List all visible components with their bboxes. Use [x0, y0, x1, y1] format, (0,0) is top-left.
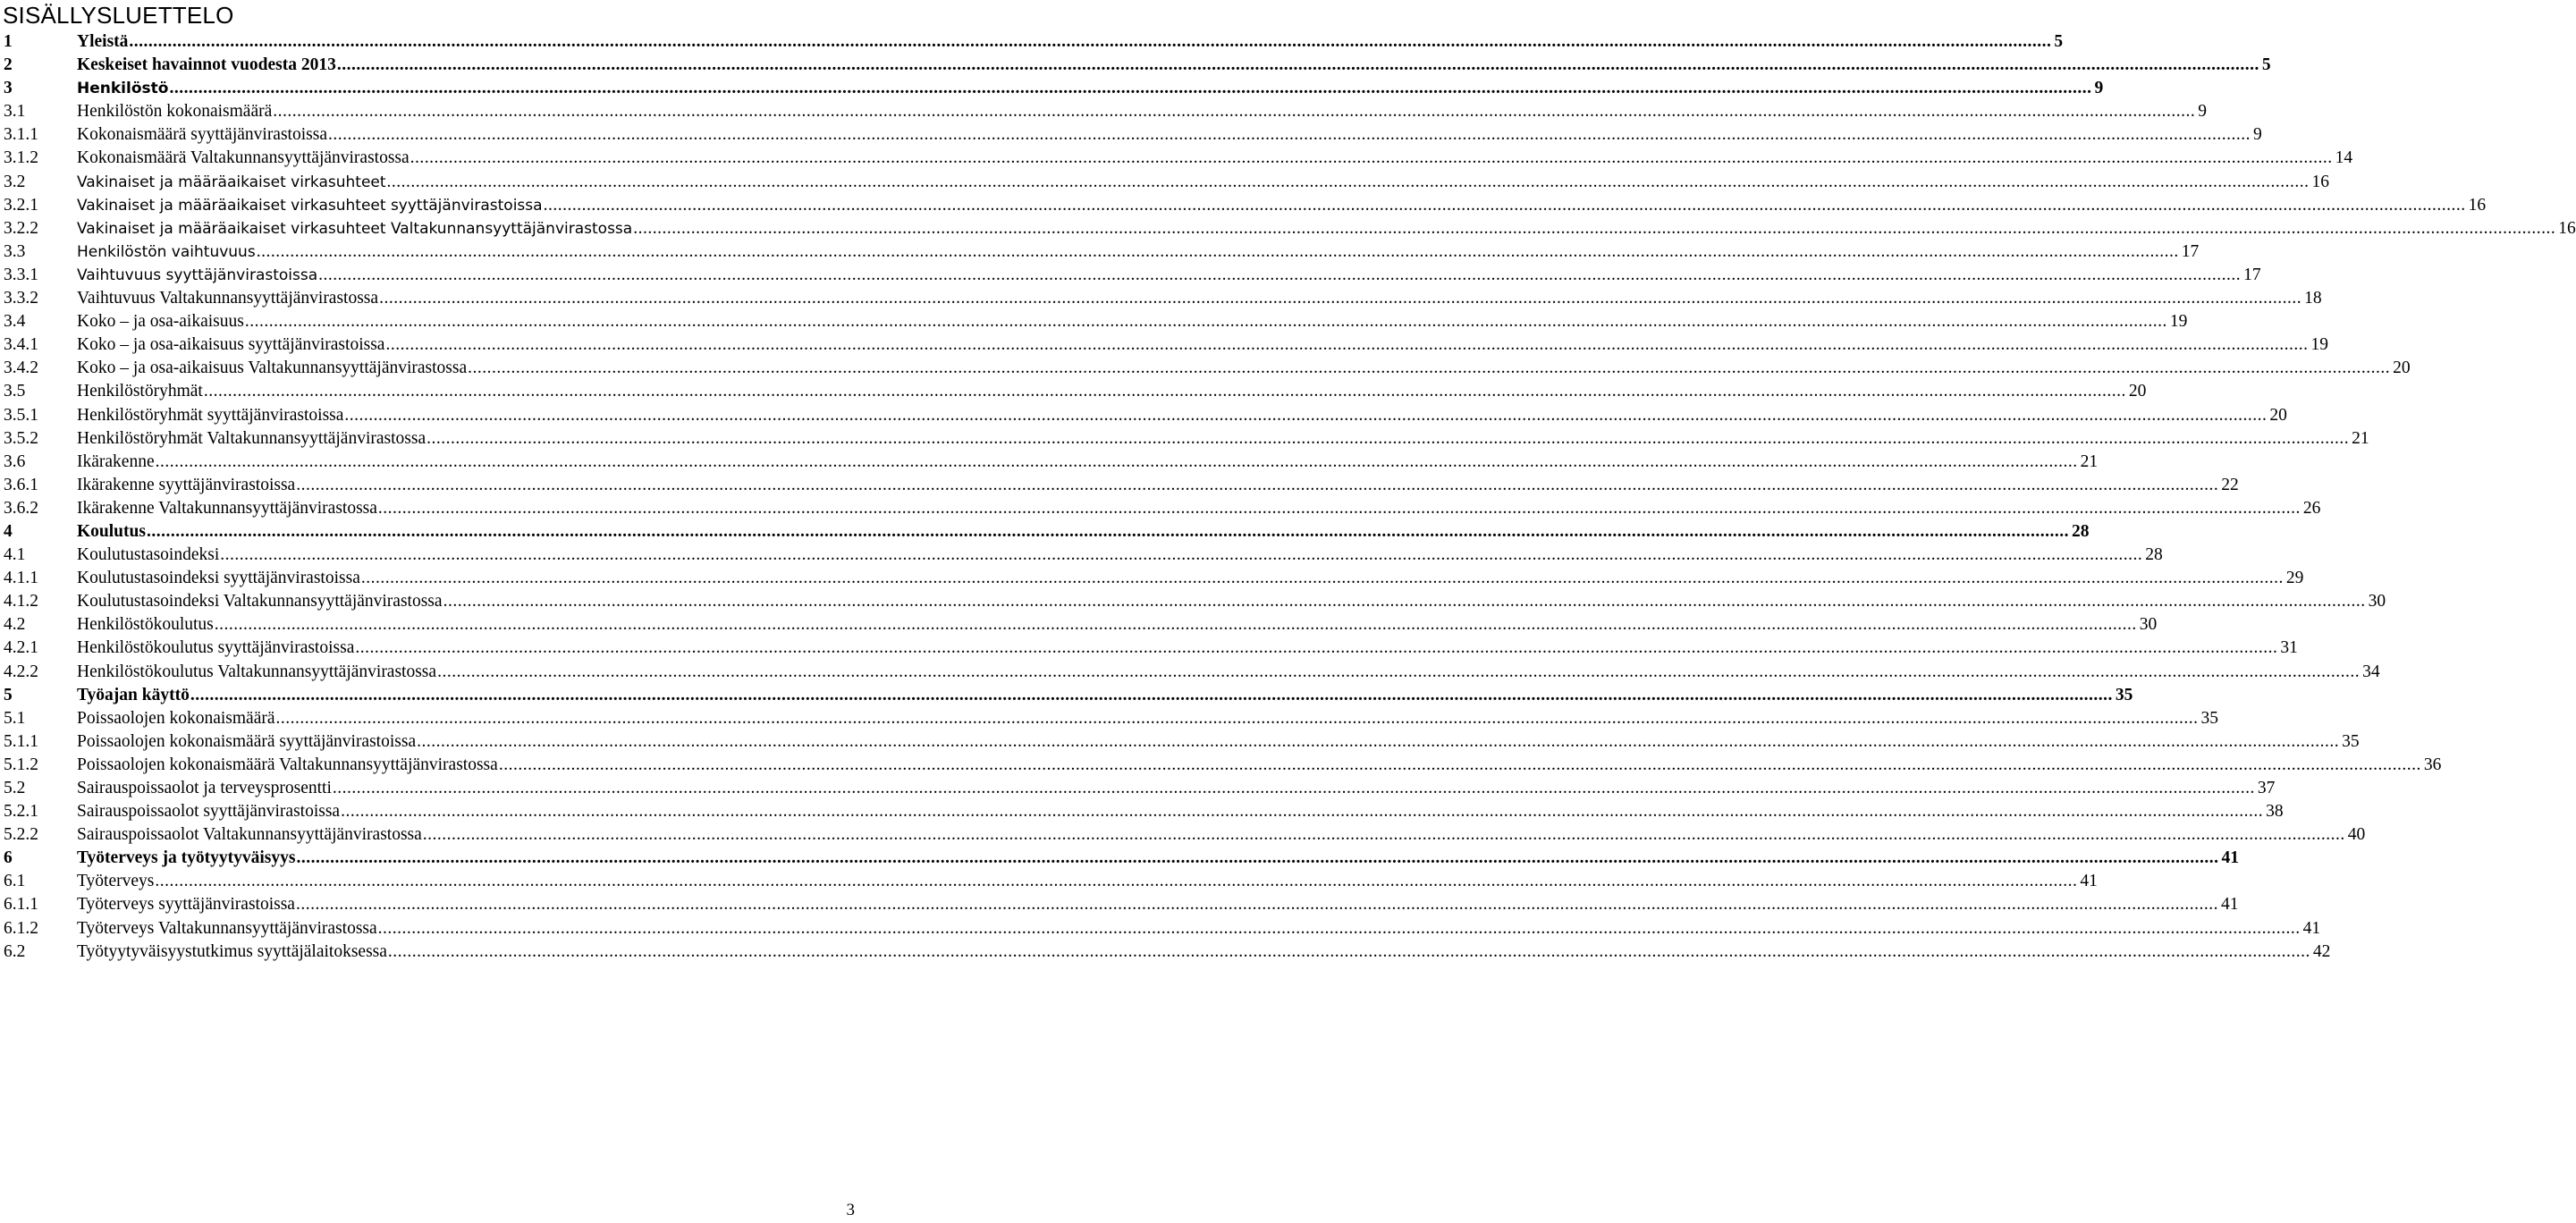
toc-entry-page: 16 — [2311, 172, 2330, 191]
toc-leader-dots: ................................................................................................................................................................................................................................................................................................................................................................................................................ — [244, 312, 2167, 332]
toc-entry-title: Työterveys — [77, 872, 155, 891]
toc-entry-title: Henkilöstöryhmät Valtakunnansyyttäjänvirastossa — [77, 428, 427, 448]
toc-entry[interactable] — [0, 100, 2207, 123]
toc-entry-page: 9 — [2094, 79, 2104, 98]
toc-entry-number: 6 — [4, 848, 13, 868]
toc-entry-number: 3.3 — [4, 241, 26, 261]
toc-entry-title: Koko – ja osa-aikaisuus Valtakunnansyyttäjänvirastossa — [77, 358, 468, 378]
toc-entry[interactable] — [0, 333, 2328, 357]
toc-entry-page: 21 — [2080, 451, 2099, 471]
toc-leader-dots: ................................................................................................................................................................................................................................................................................................................................................................................................................ — [275, 708, 2199, 728]
toc-leader-dots: ................................................................................................................................................................................................................................................................................................................................................................................................................ — [427, 428, 2350, 448]
toc-leader-dots: ................................................................................................................................................................................................................................................................................................................................................................................................................ — [273, 102, 2196, 122]
toc-entry-body — [77, 800, 2284, 823]
toc-entry-number: 3.4.1 — [4, 335, 38, 355]
toc-entry-number: 3.2 — [4, 172, 26, 191]
toc-entry[interactable] — [0, 847, 2239, 870]
toc-entry-page: 28 — [2071, 521, 2090, 541]
toc-entry-title: Poissaolojen kokonaismäärä Valtakunnansyyttäjänvirastossa — [77, 755, 498, 774]
toc-entry-page: 30 — [2368, 592, 2386, 612]
toc-entry-number: 3.2.2 — [4, 218, 38, 238]
toc-entry-page: 42 — [2312, 941, 2331, 961]
toc-entry-page: 20 — [2269, 405, 2287, 425]
toc-entry-title: Työterveys ja työtyytyväisyys — [77, 848, 296, 868]
toc-entry-number: 5.1.2 — [4, 755, 38, 774]
toc-entry-page: 35 — [2115, 685, 2133, 704]
toc-entry-page: 9 — [2198, 102, 2207, 122]
toc-entry-number: 4.1.2 — [4, 592, 38, 612]
toc-entry[interactable] — [0, 30, 2064, 54]
toc-leader-dots: ................................................................................................................................................................................................................................................................................................................................................................................................................ — [296, 848, 2219, 868]
toc-entry-page: 28 — [2145, 545, 2163, 565]
toc-entry-title: Sairauspoissaolot ja terveysprosentti — [77, 779, 332, 797]
toc-entry-number: 6.1.1 — [4, 895, 38, 915]
toc-entry-title: Henkilöstökoulutus Valtakunnansyyttäjänvirastossa — [77, 662, 437, 681]
toc-entry-number: 3.2.1 — [4, 195, 38, 215]
toc-entry-title: Ikärakenne syyttäjänvirastoissa — [77, 475, 296, 494]
toc-entry-title: Koko – ja osa-aikaisuus syyttäjänvirastoissa — [77, 335, 385, 355]
page-number: 3 — [846, 1201, 855, 1219]
toc-leader-dots: ................................................................................................................................................................................................................................................................................................................................................................................................................ — [295, 895, 2218, 915]
toc-entry-body — [77, 661, 2380, 684]
toc-entry-title: Vakinaiset ja määräaikaiset virkasuhteet — [77, 173, 386, 191]
toc-entry-body — [77, 823, 2366, 847]
toc-entry-page: 35 — [2200, 708, 2218, 728]
toc-entry-body — [77, 240, 2200, 264]
toc-entry-number: 4.2.1 — [4, 638, 38, 658]
toc-entry-number: 2 — [4, 55, 13, 75]
toc-entry-body — [77, 171, 2330, 194]
toc-entry[interactable] — [0, 661, 2380, 684]
toc-entry-title: Kokonaismäärä Valtakunnansyyttäjänvirastossa — [77, 148, 410, 168]
toc-entry-page: 29 — [2285, 569, 2304, 588]
toc-entry-page: 34 — [2362, 662, 2380, 681]
toc-leader-dots: ................................................................................................................................................................................................................................................................................................................................................................................................................ — [386, 172, 2310, 191]
toc-entry-title: Henkilöstön kokonaismäärä — [77, 102, 273, 122]
toc-entry-title: Vakinaiset ja määräaikaiset virkasuhteet syyttäjänvirastoissa — [77, 196, 543, 215]
toc-entry-number: 5.1.1 — [4, 731, 38, 751]
toc-leader-dots: ................................................................................................................................................................................................................................................................................................................................................................................................................ — [633, 218, 2556, 238]
toc-entry-title: Työajan käyttö — [77, 685, 190, 704]
toc-entry-page: 18 — [2304, 289, 2322, 308]
toc-entry-title: Henkilöstöryhmät syyttäjänvirastoissa — [77, 405, 344, 425]
toc-entry[interactable] — [0, 404, 2287, 427]
toc-title: SISÄLLYSLUETTELO — [3, 2, 234, 29]
toc-entry[interactable] — [0, 800, 2284, 823]
toc-entry-number: 3.1.1 — [4, 125, 38, 145]
toc-entry-number: 6.1 — [4, 872, 26, 891]
toc-entry-body — [77, 357, 2411, 380]
toc-entry-page: 31 — [2280, 638, 2298, 658]
toc-entry-number: 3.4 — [4, 312, 26, 332]
toc-leader-dots: ................................................................................................................................................................................................................................................................................................................................................................................................................ — [169, 79, 2092, 98]
toc-leader-dots: ................................................................................................................................................................................................................................................................................................................................................................................................................ — [214, 615, 2137, 635]
toc-entry-body — [77, 427, 2369, 451]
toc-entry[interactable] — [0, 730, 2360, 754]
toc-entry-body — [77, 777, 2276, 800]
toc-entry-page: 41 — [2220, 895, 2239, 915]
toc-entry-title: Poissaolojen kokonaismäärä syyttäjänvirastoissa — [77, 731, 417, 751]
toc-entry-page: 19 — [2169, 312, 2188, 332]
toc-entry-page: 40 — [2347, 825, 2366, 845]
toc-entry-page: 5 — [2054, 32, 2064, 51]
toc-entry-body — [77, 404, 2287, 427]
toc-leader-dots: ................................................................................................................................................................................................................................................................................................................................................................................................................ — [498, 755, 2421, 774]
toc-entry[interactable] — [0, 474, 2239, 497]
toc-entry-body — [77, 520, 2090, 544]
toc-entry-number: 4.2.2 — [4, 662, 38, 681]
toc-entry-title: Koulutus — [77, 521, 146, 541]
toc-entry-body — [77, 54, 2271, 77]
toc-entry[interactable] — [0, 893, 2239, 916]
toc-entry-body — [77, 474, 2239, 497]
toc-entry[interactable] — [0, 240, 2200, 264]
toc-entry-number: 5 — [4, 685, 13, 704]
toc-entry-page: 38 — [2266, 802, 2284, 822]
toc-entry-body — [77, 287, 2322, 310]
toc-entry-number: 4 — [4, 521, 13, 541]
toc-entry[interactable] — [0, 613, 2158, 637]
toc-entry-number: 5.1 — [4, 708, 26, 728]
toc-entry-body — [77, 567, 2304, 590]
toc-entry-page: 9 — [2252, 125, 2262, 145]
toc-entry[interactable] — [0, 567, 2304, 590]
toc-entry-number: 6.2 — [4, 941, 26, 961]
toc-entry-number: 3 — [4, 79, 13, 98]
toc-entry-title: Henkilöstö — [77, 80, 169, 98]
toc-leader-dots: ................................................................................................................................................................................................................................................................................................................................................................................................................ — [129, 32, 2052, 51]
toc-entry-title: Vakinaiset ja määräaikaiset virkasuhteet Valtakunnansyyttäjänvirastossa — [77, 219, 633, 238]
toc-leader-dots: ................................................................................................................................................................................................................................................................................................................................................................................................................ — [410, 148, 2333, 168]
toc-leader-dots: ................................................................................................................................................................................................................................................................................................................................................................................................................ — [417, 731, 2340, 751]
toc-entry-number: 3.5.1 — [4, 405, 38, 425]
toc-entry-title: Kokonaismäärä syyttäjänvirastoissa — [77, 125, 327, 145]
toc-entry-body — [77, 147, 2353, 170]
toc-entry-page: 22 — [2221, 475, 2239, 494]
toc-leader-dots: ................................................................................................................................................................................................................................................................................................................................................................................................................ — [355, 638, 2278, 658]
toc-entry-page: 37 — [2257, 779, 2276, 797]
toc-entry-page: 14 — [2335, 148, 2353, 168]
toc-leader-dots: ................................................................................................................................................................................................................................................................................................................................................................................................................ — [203, 382, 2126, 401]
toc-entry-body — [77, 30, 2064, 54]
toc-entry-page: 17 — [2243, 265, 2261, 284]
toc-entry[interactable] — [0, 754, 2442, 777]
toc-entry[interactable] — [0, 427, 2369, 451]
toc-entry-number: 4.1 — [4, 545, 26, 565]
toc-entry-page: 36 — [2423, 755, 2442, 774]
toc-entry-body — [77, 77, 2104, 100]
toc-leader-dots: ................................................................................................................................................................................................................................................................................................................................................................................................................ — [190, 685, 2113, 704]
toc-entry-body — [77, 707, 2218, 730]
toc-entry-page: 5 — [2261, 55, 2271, 75]
toc-entry-body — [77, 333, 2328, 357]
toc-entry-title: Sairauspoissaolot Valtakunnansyyttäjänvirastossa — [77, 825, 422, 845]
toc-entry-title: Henkilöstöryhmät — [77, 382, 203, 401]
toc-entry-page: 19 — [2310, 335, 2328, 355]
toc-entry-body — [77, 847, 2239, 870]
toc-leader-dots: ................................................................................................................................................................................................................................................................................................................................................................................................................ — [422, 825, 2345, 845]
toc-leader-dots: ................................................................................................................................................................................................................................................................................................................................................................................................................ — [377, 918, 2301, 938]
toc-entry-page: 30 — [2139, 615, 2158, 635]
toc-entry[interactable] — [0, 823, 2366, 847]
toc-entry-page: 35 — [2342, 731, 2360, 751]
toc-entry-number: 3.1.2 — [4, 148, 38, 168]
toc-entry-number: 5.2.2 — [4, 825, 38, 845]
toc-entry-body — [77, 754, 2442, 777]
toc-entry-number: 3.6 — [4, 451, 26, 471]
toc-entry-body — [77, 730, 2360, 754]
toc-entry-number: 4.2 — [4, 615, 26, 635]
toc-leader-dots: ................................................................................................................................................................................................................................................................................................................................................................................................................ — [437, 662, 2361, 681]
toc-entry[interactable] — [0, 310, 2188, 333]
toc-entry-title: Poissaolojen kokonaismäärä — [77, 708, 275, 728]
toc-entry-page: 41 — [2302, 918, 2321, 938]
toc-entry[interactable] — [0, 123, 2262, 147]
toc-entry-body — [77, 217, 2576, 240]
toc-leader-dots: ................................................................................................................................................................................................................................................................................................................................................................................................................ — [327, 125, 2251, 145]
toc-entry-number: 1 — [4, 32, 13, 51]
toc-entry-number: 3.4.2 — [4, 358, 38, 378]
toc-leader-dots: ................................................................................................................................................................................................................................................................................................................................................................................................................ — [146, 521, 2069, 541]
toc-entry-body — [77, 310, 2188, 333]
toc-entry-number: 3.3.2 — [4, 289, 38, 308]
toc-leader-dots: ................................................................................................................................................................................................................................................................................................................................................................................................................ — [377, 498, 2301, 518]
toc-entry-page: 17 — [2181, 241, 2200, 261]
toc-entry-body — [77, 940, 2331, 964]
toc-entry-number: 3.6.2 — [4, 498, 38, 518]
toc-entry-body — [77, 684, 2133, 707]
toc-entry[interactable] — [0, 77, 2104, 100]
toc-entry-title: Henkilöstökoulutus — [77, 615, 214, 635]
toc-leader-dots: ................................................................................................................................................................................................................................................................................................................................................................................................................ — [379, 289, 2302, 308]
toc-entry-title: Henkilöstön vaihtuvuus — [77, 242, 256, 261]
toc-entry[interactable] — [0, 380, 2147, 403]
toc-entry-page: 41 — [2080, 872, 2098, 891]
toc-entry-page: 21 — [2352, 428, 2369, 448]
toc-leader-dots: ................................................................................................................................................................................................................................................................................................................................................................................................................ — [336, 55, 2259, 75]
toc-entry-body — [77, 194, 2487, 217]
toc-entry[interactable] — [0, 917, 2321, 940]
toc-leader-dots: ................................................................................................................................................................................................................................................................................................................................................................................................................ — [155, 872, 2078, 891]
toc-entry-title: Sairauspoissaolot syyttäjänvirastoissa — [77, 802, 341, 822]
toc-entry-body — [77, 613, 2158, 637]
toc-entry[interactable] — [0, 264, 2261, 287]
toc-entry-number: 5.2.1 — [4, 802, 38, 822]
toc-leader-dots: ................................................................................................................................................................................................................................................................................................................................................................................................................ — [332, 779, 2255, 797]
toc-entry-number: 3.6.1 — [4, 475, 38, 494]
toc-entry-number: 3.3.1 — [4, 265, 38, 284]
toc-leader-dots: ................................................................................................................................................................................................................................................................................................................................................................................................................ — [344, 405, 2268, 425]
toc-entry-body — [77, 123, 2262, 147]
toc-entry-body — [77, 380, 2147, 403]
toc-entry-title: Koko – ja osa-aikaisuus — [77, 312, 244, 332]
toc-entry-body — [77, 264, 2261, 287]
toc-entry[interactable] — [0, 590, 2386, 613]
toc-entry-title: Työterveys syyttäjänvirastoissa — [77, 895, 295, 915]
toc-leader-dots: ................................................................................................................................................................................................................................................................................................................................................................................................................ — [296, 475, 2219, 494]
toc-entry-page: 16 — [2558, 218, 2576, 238]
toc-entry[interactable] — [0, 217, 2576, 240]
toc-entry-body — [77, 497, 2321, 520]
toc-entry-body — [77, 893, 2239, 916]
toc-entry[interactable] — [0, 451, 2099, 474]
toc-leader-dots: ................................................................................................................................................................................................................................................................................................................................................................................................................ — [341, 802, 2264, 822]
toc-entry-title: Koulutustasoindeksi syyttäjänvirastoissa — [77, 569, 360, 588]
toc-leader-dots: ................................................................................................................................................................................................................................................................................................................................................................................................................ — [385, 335, 2309, 355]
toc-entry-title: Keskeiset havainnot vuodesta 2013 — [77, 55, 336, 75]
toc-entry-title: Vaihtuvuus syyttäjänvirastoissa — [77, 266, 318, 284]
toc-entry[interactable] — [0, 171, 2330, 194]
toc-entry-body — [77, 544, 2163, 567]
toc-leader-dots: ................................................................................................................................................................................................................................................................................................................................................................................................................ — [360, 569, 2284, 588]
toc-entry-title: Yleistä — [77, 32, 129, 51]
toc-entry[interactable] — [0, 520, 2090, 544]
toc-entry[interactable] — [0, 637, 2298, 660]
toc-entry-title: Vaihtuvuus Valtakunnansyyttäjänvirastossa — [77, 289, 379, 308]
toc-leader-dots: ................................................................................................................................................................................................................................................................................................................................................................................................................ — [256, 241, 2179, 261]
toc-list — [0, 30, 2576, 964]
toc-entry-page: 26 — [2302, 498, 2321, 518]
toc-entry-title: Henkilöstökoulutus syyttäjänvirastoissa — [77, 638, 355, 658]
toc-entry[interactable] — [0, 357, 2411, 380]
toc-entry[interactable] — [0, 707, 2218, 730]
toc-entry[interactable] — [0, 777, 2276, 800]
toc-leader-dots: ................................................................................................................................................................................................................................................................................................................................................................................................................ — [318, 265, 2242, 284]
toc-entry-number: 3.1 — [4, 102, 26, 122]
toc-entry-page: 20 — [2393, 358, 2411, 378]
toc-entry[interactable] — [0, 54, 2271, 77]
toc-entry-title: Ikärakenne — [77, 451, 155, 471]
toc-entry[interactable] — [0, 940, 2331, 964]
toc-entry-title: Koulutustasoindeksi Valtakunnansyyttäjänvirastossa — [77, 592, 443, 612]
toc-entry-body — [77, 870, 2098, 893]
toc-leader-dots: ................................................................................................................................................................................................................................................................................................................................................................................................................ — [220, 545, 2143, 565]
toc-entry-number: 5.2 — [4, 779, 26, 797]
toc-entry[interactable] — [0, 870, 2098, 893]
toc-entry-title: Koulutustasoindeksi — [77, 545, 220, 565]
toc-entry-number: 4.1.1 — [4, 569, 38, 588]
toc-entry-page: 20 — [2128, 382, 2147, 401]
toc-entry[interactable] — [0, 147, 2353, 170]
toc-entry-body — [77, 100, 2207, 123]
toc-entry-number: 6.1.2 — [4, 918, 38, 938]
toc-entry-number: 3.5.2 — [4, 428, 38, 448]
toc-entry[interactable] — [0, 497, 2321, 520]
toc-entry[interactable] — [0, 287, 2322, 310]
toc-entry-title: Työterveys Valtakunnansyyttäjänvirastossa — [77, 918, 377, 938]
toc-entry[interactable] — [0, 544, 2163, 567]
toc-leader-dots: ................................................................................................................................................................................................................................................................................................................................................................................................................ — [387, 941, 2310, 961]
toc-leader-dots: ................................................................................................................................................................................................................................................................................................................................................................................................................ — [443, 592, 2366, 612]
toc-leader-dots: ................................................................................................................................................................................................................................................................................................................................................................................................................ — [468, 358, 2391, 378]
toc-entry-page: 16 — [2468, 195, 2487, 215]
toc-entry-number: 3.5 — [4, 382, 26, 401]
toc-entry-body — [77, 637, 2298, 660]
toc-entry-body — [77, 917, 2321, 940]
toc-entry[interactable] — [0, 194, 2487, 217]
toc-leader-dots: ................................................................................................................................................................................................................................................................................................................................................................................................................ — [543, 195, 2466, 215]
toc-entry-title: Ikärakenne Valtakunnansyyttäjänvirastossa — [77, 498, 377, 518]
toc-entry-page: 41 — [2221, 848, 2239, 868]
toc-entry-title: Työtyytyväisyystutkimus syyttäjälaitoksessa — [77, 941, 387, 961]
toc-leader-dots: ................................................................................................................................................................................................................................................................................................................................................................................................................ — [155, 451, 2078, 471]
toc-entry-body — [77, 451, 2099, 474]
toc-entry-body — [77, 590, 2386, 613]
toc-entry[interactable] — [0, 684, 2133, 707]
